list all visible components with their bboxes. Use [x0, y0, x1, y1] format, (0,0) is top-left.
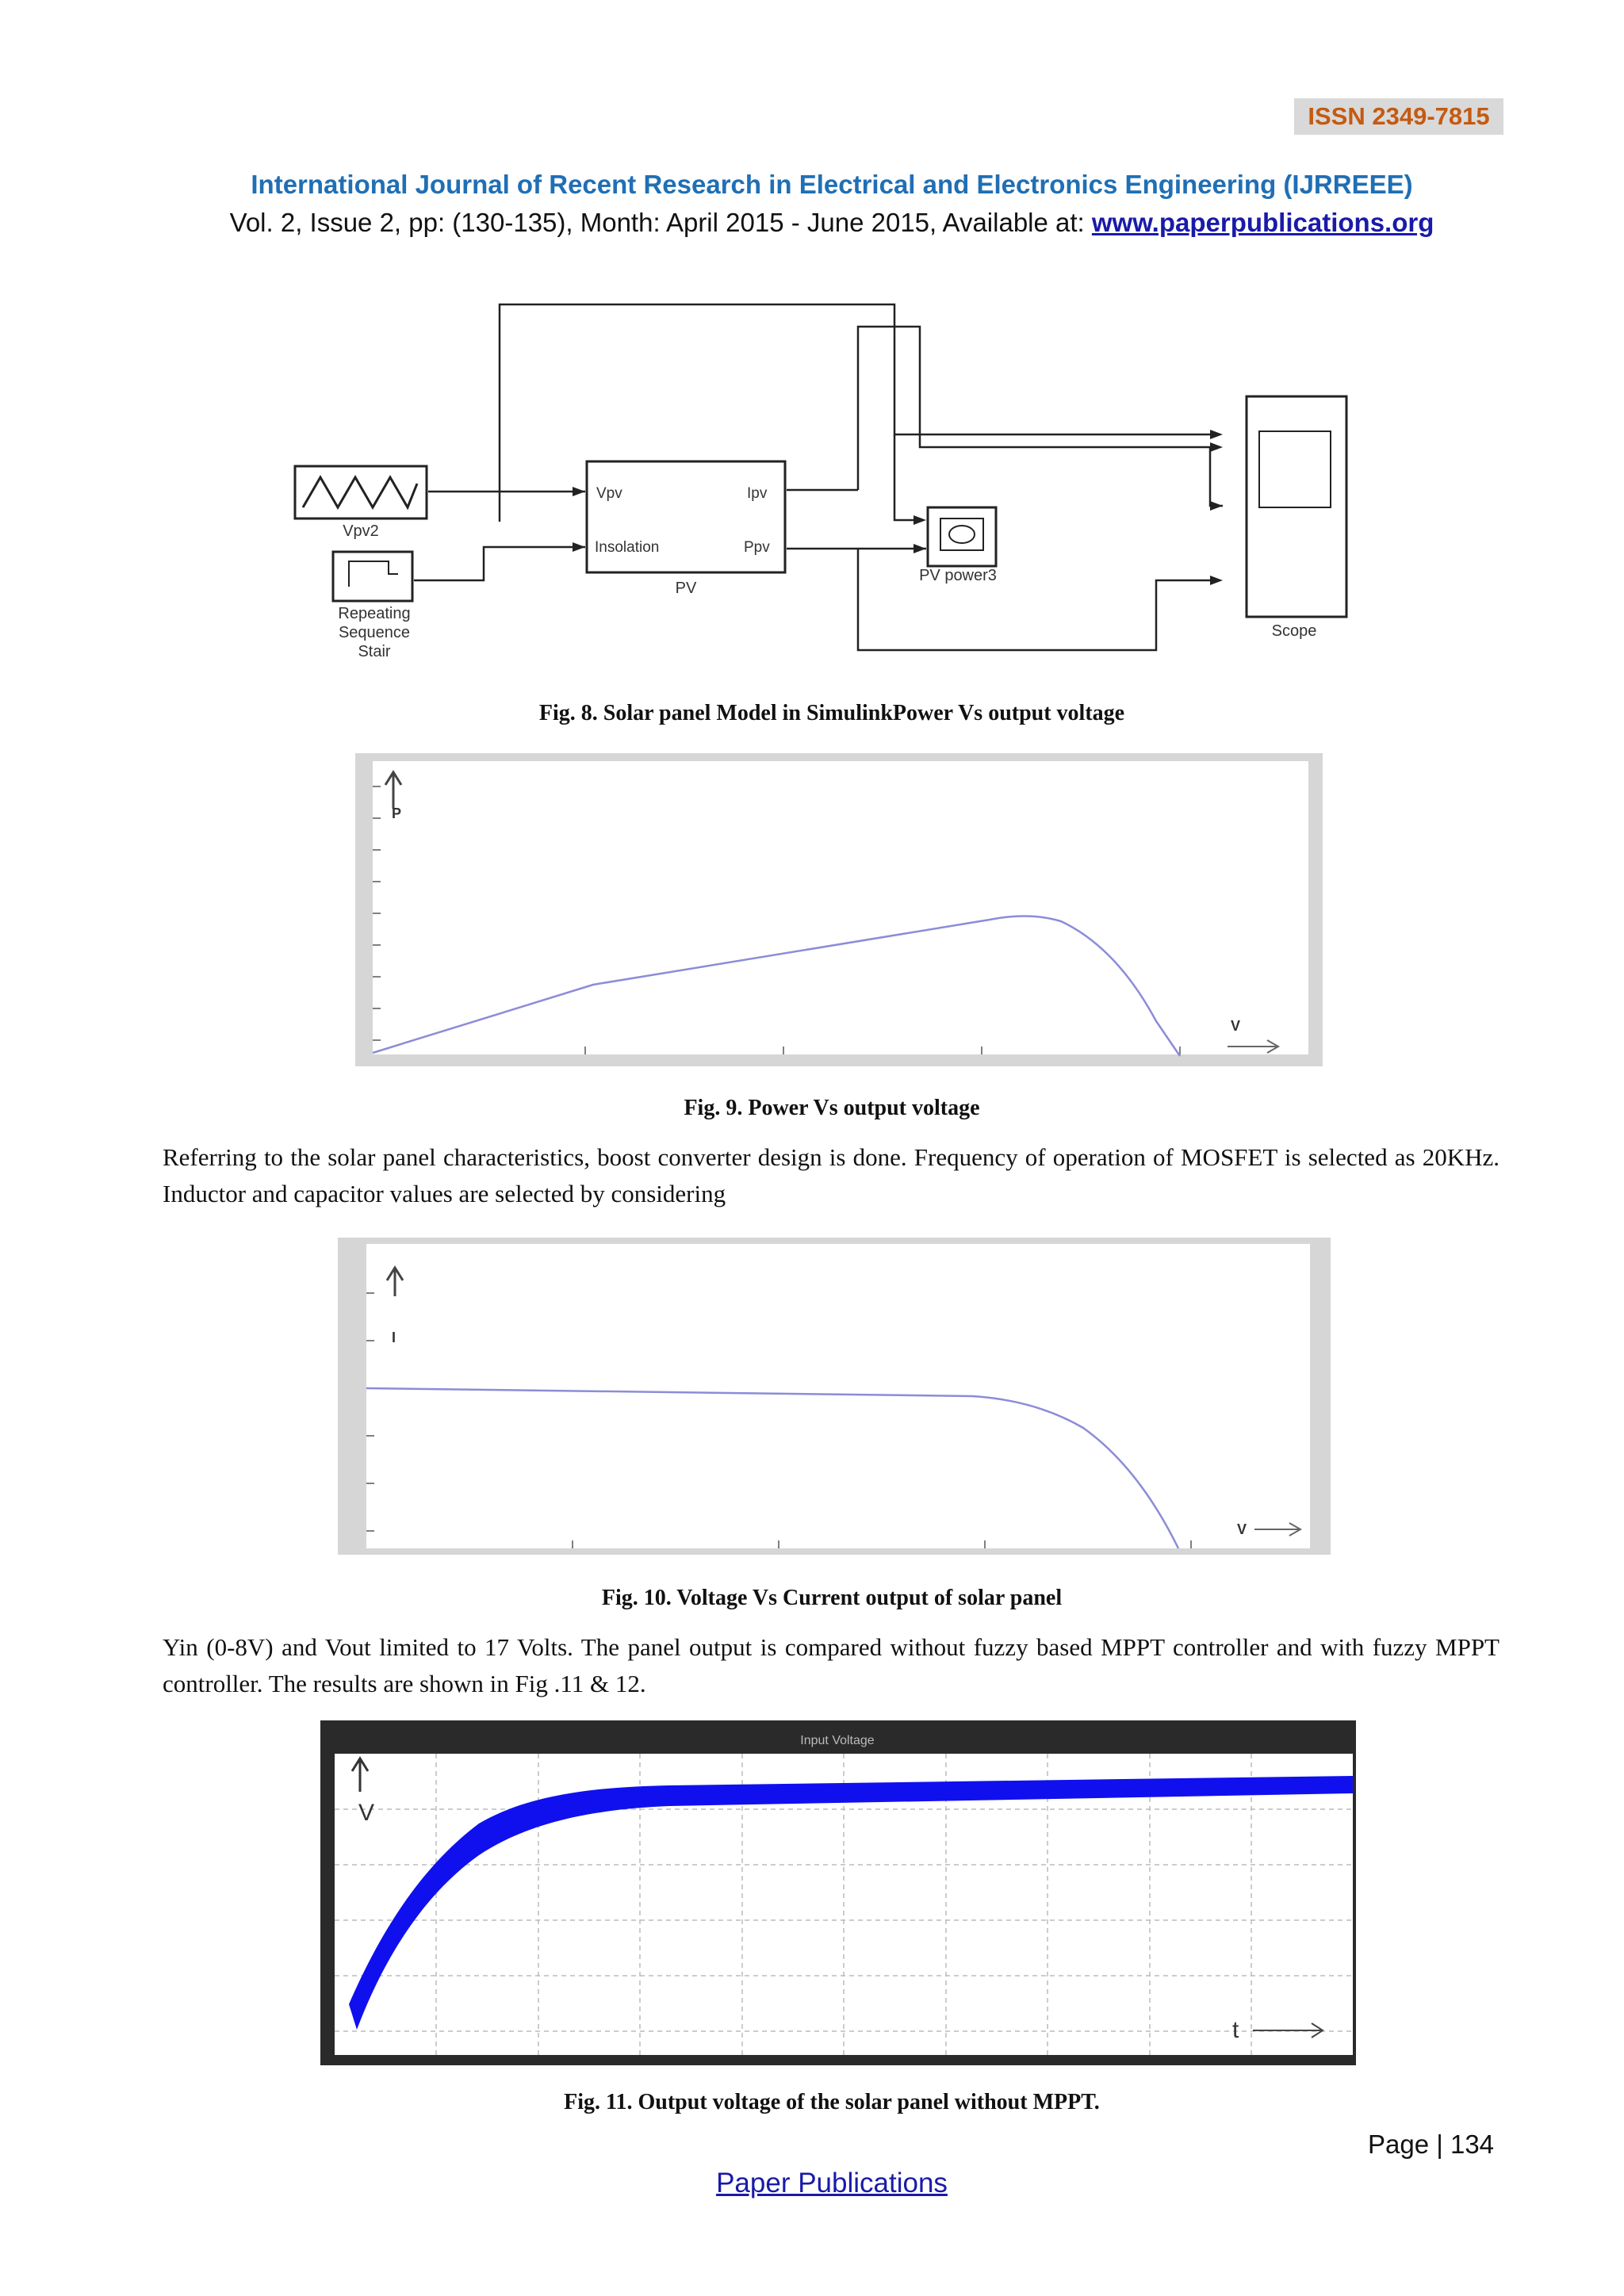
- paragraph-2: Yin (0-8V) and Vout limited to 17 Volts. The panel output is compared without fuzzy based MPPT controller and with fuzzy MPPT controller. The results are shown in Fig .11 & 12.: [163, 1633, 1500, 1697]
- stair-source-block: [333, 552, 412, 601]
- fig9-power-vs-voltage-plot: [355, 753, 1323, 1066]
- pv-block-label: PV: [675, 580, 697, 597]
- pv-port-vpv: Vpv: [596, 485, 622, 502]
- pv-subsystem-block: [587, 461, 785, 572]
- pv-port-insolation: Insolation: [595, 539, 660, 556]
- issn-badge: ISSN 2349-7815: [1294, 98, 1503, 135]
- fig11-x-label: t: [1232, 2017, 1239, 2043]
- publisher-link[interactable]: Paper Publications: [716, 2168, 948, 2198]
- fig10-y-label: I: [392, 1330, 396, 1345]
- stair-label-line2: Sequence: [338, 624, 411, 641]
- scope-block: [1247, 396, 1346, 617]
- fig10-current-vs-voltage-plot: [338, 1238, 1331, 1555]
- fig8-caption: Fig. 8. Solar panel Model in SimulinkPower Vs output voltage: [538, 701, 1125, 725]
- volume-text: Vol. 2, Issue 2, pp: (130-135), Month: April 2015 - June 2015, Available at:: [229, 208, 1092, 237]
- stair-label-line3: Stair: [358, 643, 391, 660]
- pv-power-display-label: PV power3: [919, 567, 997, 584]
- fig9-x-label: V: [1231, 1018, 1241, 1034]
- vpv2-source-block: [295, 466, 427, 519]
- page-number: Page | 134: [1368, 2130, 1495, 2159]
- stair-label-line1: Repeating: [338, 605, 411, 622]
- volume-line: [0, 208, 1624, 238]
- paragraph-1: Referring to the solar panel characteristics, boost converter design is done. Frequency of operation of MOSFET is selected as 20KHz. Inductor and capacitor values are selected by considering: [163, 1143, 1500, 1207]
- vpv2-label: Vpv2: [343, 522, 379, 540]
- simulink-diagram: [285, 293, 1364, 666]
- fig10-caption: Fig. 10. Voltage Vs Current output of solar panel: [601, 1586, 1063, 1610]
- fig10-x-label: V: [1237, 1521, 1247, 1537]
- fig11-caption: Fig. 11. Output voltage of the solar panel without MPPT.: [564, 2090, 1100, 2114]
- pv-port-ipv: Ipv: [747, 485, 768, 502]
- journal-title: International Journal of Recent Research in Electrical and Electronics Engineering (IJRREEE): [251, 170, 1413, 199]
- fig9-y-label: P: [392, 806, 402, 821]
- pv-port-ppv: Ppv: [744, 539, 770, 556]
- fig11-output-voltage-plot: [320, 1720, 1356, 2065]
- pv-power-display-block: [928, 507, 996, 566]
- journal-url-link[interactable]: www.paperpublications.org: [1091, 208, 1434, 237]
- fig11-plot-title: Input Voltage: [800, 1734, 875, 1747]
- fig11-y-label: V: [358, 1800, 375, 1826]
- fig9-caption: Fig. 9. Power Vs output voltage: [684, 1096, 980, 1120]
- scope-label: Scope: [1271, 622, 1317, 640]
